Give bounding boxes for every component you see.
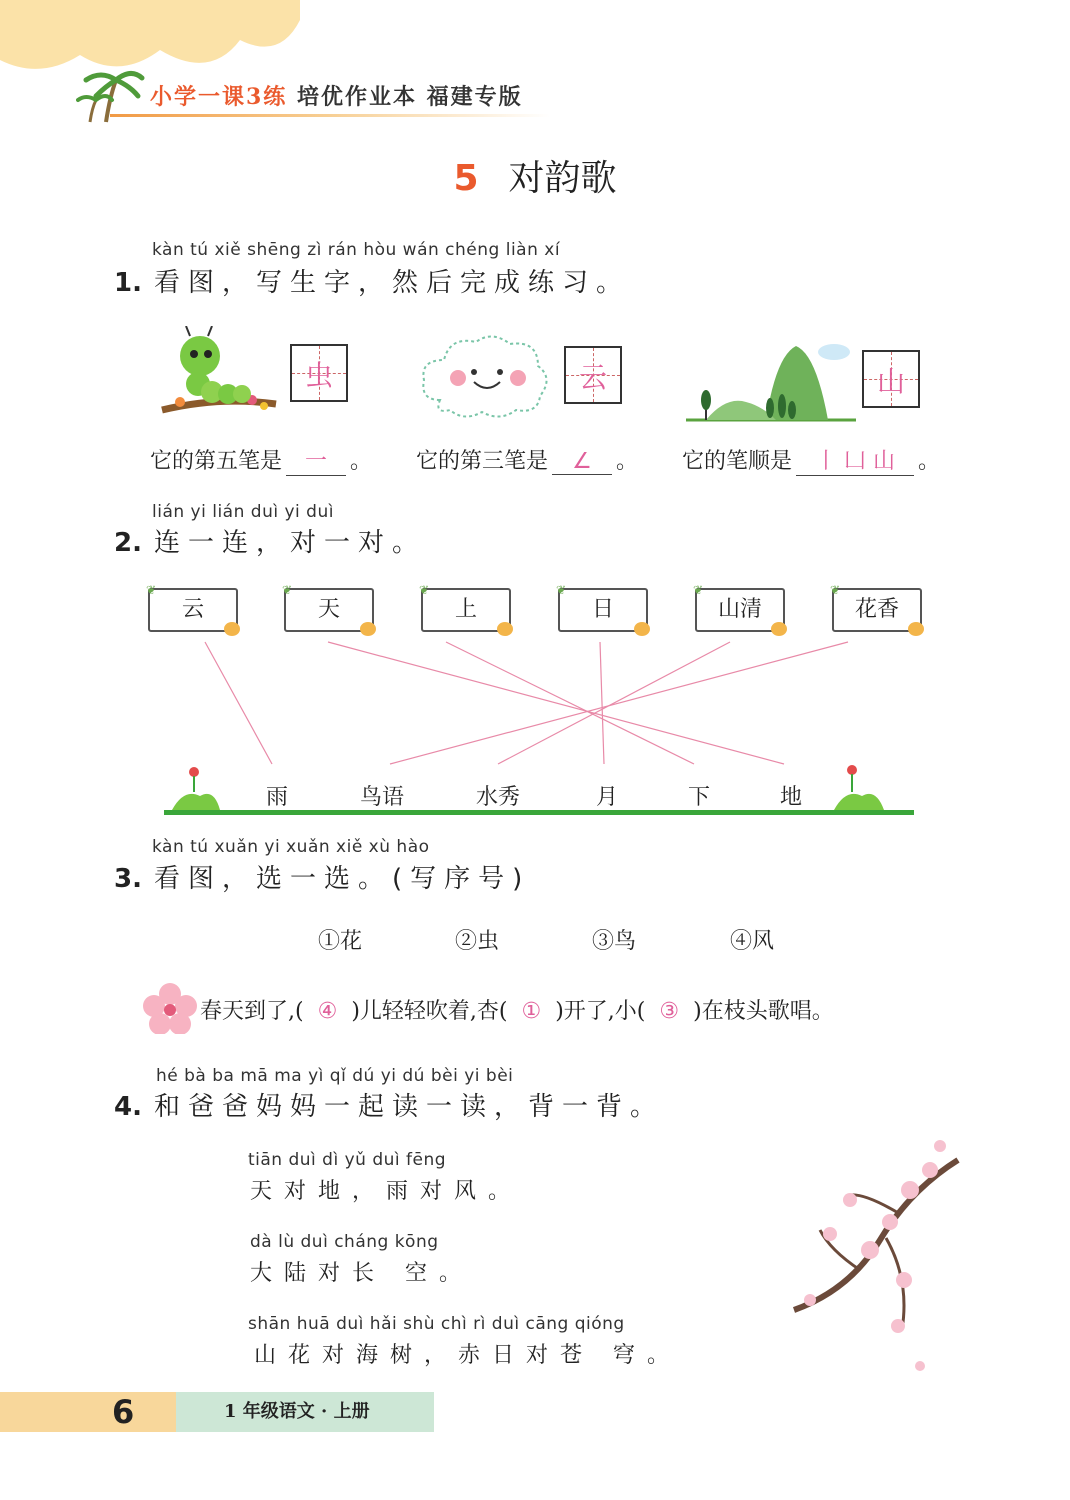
q1-pinyin: kàn tú xiě shēng zì rán hòu wán chéng liàn xí [152,240,561,260]
char-box-chong [290,344,348,402]
bottom-word-yu[interactable]: 雨 [266,785,289,810]
answer-blank-shan[interactable]: 丨 凵 山 [796,444,914,476]
peach-blossom-icon [142,982,198,1034]
poem-line-3-pinyin: shān huā duì hǎi shù chì rì duì cāng qióng [248,1314,625,1334]
lesson-title [0,150,1070,201]
fill-prompt-chong: 它的第五笔是 [150,449,283,474]
poem-line-2: 大陆对长 空。 [250,1261,473,1286]
bottom-word-xia[interactable]: 下 [688,785,711,810]
blossom-branch-icon [790,1130,960,1380]
q3-prompt [114,858,530,895]
char-box-yun [564,346,622,404]
answer-blank-3[interactable]: ③ [659,999,680,1024]
card-huaxiang[interactable]: ❦ 花香 [832,588,922,632]
lesson-name: 对韵歌 [508,158,617,199]
cloud-decoration [0,0,300,80]
sentence-part: )在枝头歌唱。 [693,999,834,1024]
bottom-word-shuixiu[interactable]: 水秀 [476,785,521,810]
card-tian[interactable]: ❦ 天 [284,588,374,632]
end-mark: 。 [616,449,639,474]
match-line-shang-xia [446,642,694,764]
fill-prompt-yun: 它的第三笔是 [416,449,549,474]
poem-line-2-pinyin: dà lù duì cháng kōng [250,1232,439,1252]
series-title [150,80,523,111]
sentence-part: )儿轻轻吹着,杏( [351,999,508,1024]
match-line-huaxiang-niaoyu [390,642,848,764]
char-box-shan [862,350,920,408]
option-niao: ③鸟 [592,929,637,954]
grade-label: 1 年级语文 · 上册 [224,1401,370,1422]
edition-label: 福建专版 [426,84,523,110]
chick-icon [360,622,376,636]
card-label: 云 [181,597,204,622]
q4-text: 和爸爸妈妈一起读一读，背一背。 [153,1092,664,1122]
card-yun[interactable]: ❦ 云 [148,588,238,632]
match-line-tian-di [328,642,784,764]
card-label: 花香 [854,597,899,622]
q1-fill-shan [682,444,940,476]
bottom-word-yue[interactable]: 月 [596,785,619,810]
bottom-word-niaoyu[interactable]: 鸟语 [360,785,405,810]
fill-prompt-shan: 它的笔顺是 [682,449,793,474]
poem-line-3: 山花对海树，赤日对苍 穹。 [254,1343,681,1368]
chick-icon [497,622,513,636]
char-shan: 山 [876,365,905,398]
option-chong: ②虫 [455,929,500,954]
page-number: 6 [112,1393,135,1431]
brand-name: 小学一课3练 [150,84,288,110]
poem-line-1: 天对地，雨对风。 [250,1179,523,1204]
card-label: 上 [454,597,477,622]
chick-icon [634,622,650,636]
chick-icon [224,622,240,636]
header-underline [110,114,550,117]
lesson-number: 5 [453,158,479,199]
match-line-shanqing-shuixiu [498,642,730,764]
match-line-yun-yu [205,642,272,764]
card-label: 日 [591,597,614,622]
option-hua: ①花 [318,929,363,954]
answer-blank-1[interactable]: ④ [317,999,338,1024]
answer-blank-chong[interactable]: 一 [286,444,346,476]
q3-sentence [200,994,834,1025]
q2-text: 连一连，对一对。 [153,528,426,558]
answer-blank-2[interactable]: ① [521,999,542,1024]
char-chong: 虫 [304,359,333,392]
chick-icon [771,622,787,636]
sentence-part: 春天到了,( [200,999,304,1024]
card-label: 山清 [717,597,762,622]
end-mark: 。 [918,449,941,474]
q4-number: 4. [114,1092,142,1122]
footer-left-band [0,1392,176,1432]
poem-line-1-pinyin: tiān duì dì yǔ duì fēng [248,1150,447,1170]
card-ri[interactable]: ❦ 日 [558,588,648,632]
match-line-ri-yue [600,642,604,764]
card-shang[interactable]: ❦ 上 [421,588,511,632]
book-subtitle: 培优作业本 [296,84,417,110]
q4-prompt [114,1086,664,1123]
card-shanqing[interactable]: ❦ 山清 [695,588,785,632]
q1-fill-yun [416,444,638,475]
q2-number: 2. [114,528,142,558]
card-label: 天 [317,597,340,622]
mountain-icon [686,336,856,424]
q1-prompt [114,262,630,299]
caterpillar-icon [160,326,280,422]
q3-pinyin: kàn tú xuǎn yi xuǎn xiě xù hào [152,837,430,857]
sentence-part: )开了,小( [555,999,646,1024]
chick-icon [908,622,924,636]
bottom-word-di[interactable]: 地 [780,785,803,810]
q1-fill-chong [150,444,372,476]
answer-blank-yun[interactable]: ∠ [552,449,612,475]
char-yun: 云 [578,361,607,394]
end-mark: 。 [350,449,373,474]
option-feng: ④风 [730,929,775,954]
q3-text: 看图，选一选。(写序号) [153,864,531,894]
q3-number: 3. [114,864,142,894]
smiling-cloud-icon [420,330,552,420]
q2-pinyin: lián yi lián duì yi duì [152,502,334,522]
q4-pinyin: hé bà ba mā ma yì qǐ dú yi dú bèi yi bèi [156,1066,514,1086]
q1-number: 1. [114,268,142,298]
q2-prompt [114,522,426,559]
q1-text: 看图，写生字，然后完成练习。 [153,268,630,298]
